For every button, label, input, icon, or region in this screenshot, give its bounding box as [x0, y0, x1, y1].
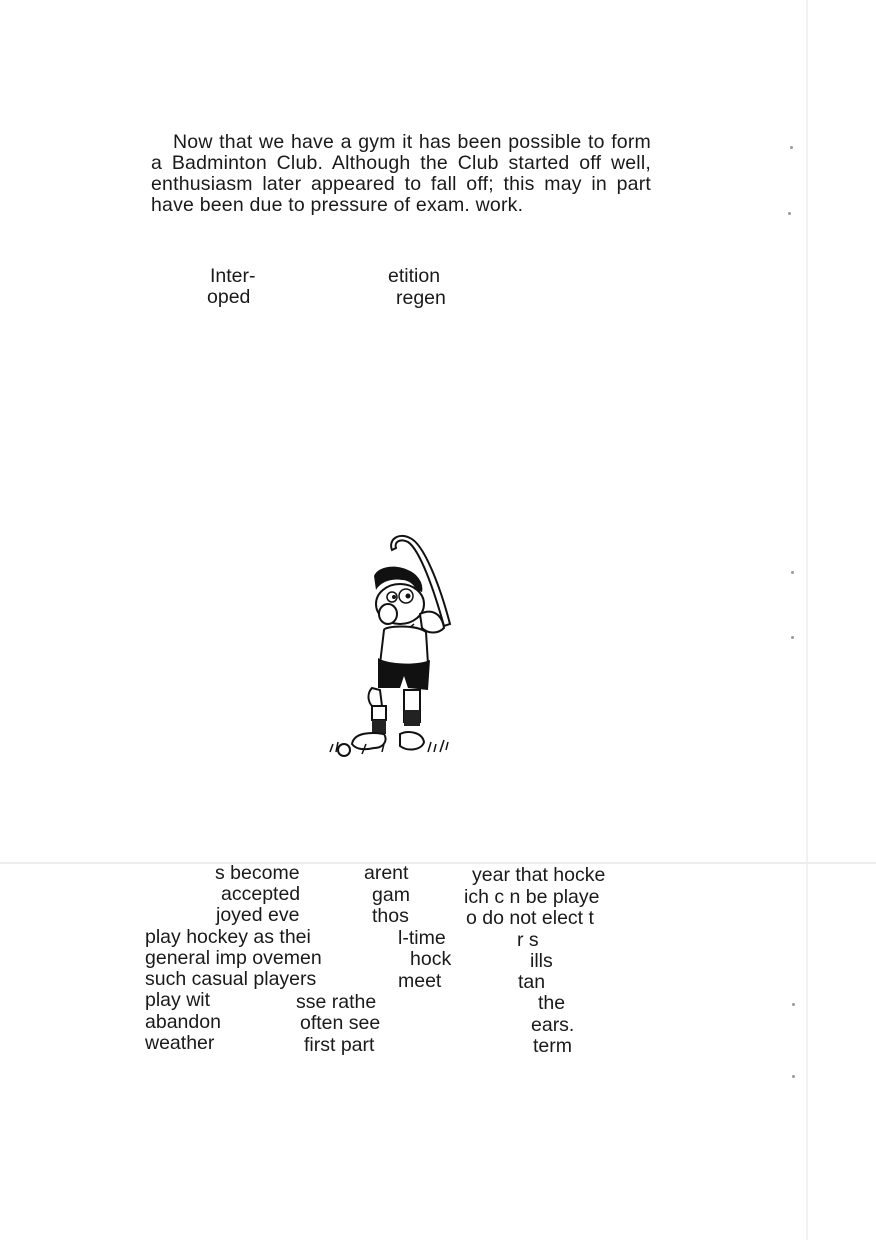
lower-fragment: joyed eve	[216, 904, 300, 926]
lower-fragment: term	[533, 1035, 572, 1057]
lower-fragment: such casual players	[145, 968, 317, 990]
paragraph-text: Now that we have a gym it has been possible to form a Badminton Club. Although the Club started off well, enthusiasm later appeared to fall off; this may in part have been due to pressure of exam. work.	[151, 131, 651, 216]
lower-fragment: general imp ovemen	[145, 947, 322, 969]
lower-fragment: tan	[518, 971, 546, 993]
lower-fragment: arent	[364, 862, 409, 884]
lower-fragment: first part	[304, 1034, 375, 1056]
lower-fragment: ills	[530, 950, 553, 972]
fragment-regen: regen	[396, 287, 446, 309]
fragment-inter: Inter-	[210, 265, 256, 287]
lower-fragment: meet	[398, 970, 442, 992]
fragment-oped: oped	[207, 286, 251, 308]
page-edge	[806, 0, 808, 1240]
lower-fragment: weather	[145, 1032, 215, 1054]
hockey-player-illustration	[322, 530, 452, 770]
lower-fragment: play hockey as thei	[145, 926, 311, 948]
lower-fragment: often see	[300, 1012, 381, 1034]
lower-fragment: o do not elect t	[466, 907, 594, 929]
lower-fragment: thos	[372, 905, 409, 927]
lower-fragment: the	[538, 992, 566, 1014]
lower-fragment: year that hocke	[472, 864, 606, 886]
lower-fragment: s become	[215, 862, 300, 884]
scan-speck	[788, 212, 791, 215]
lower-fragment: l-time	[398, 927, 446, 949]
lower-fragment: gam	[372, 884, 410, 906]
badminton-paragraph	[151, 132, 651, 216]
page-fold-line	[0, 862, 876, 864]
lower-fragment: ears.	[531, 1014, 575, 1036]
scan-speck	[791, 636, 794, 639]
fragment-etition: etition	[388, 265, 441, 287]
scan-speck	[791, 571, 794, 574]
scan-speck	[792, 1075, 795, 1078]
scan-speck	[792, 1003, 795, 1006]
lower-fragment: sse rathe	[296, 991, 377, 1013]
lower-fragment: abandon	[145, 1011, 221, 1033]
lower-fragment: hock	[410, 948, 452, 970]
lower-fragment: play wit	[145, 989, 211, 1011]
scan-speck	[790, 146, 793, 149]
lower-fragment: ich c n be playe	[464, 886, 600, 908]
lower-fragment: accepted	[221, 883, 301, 905]
lower-fragment: r s	[517, 929, 539, 951]
